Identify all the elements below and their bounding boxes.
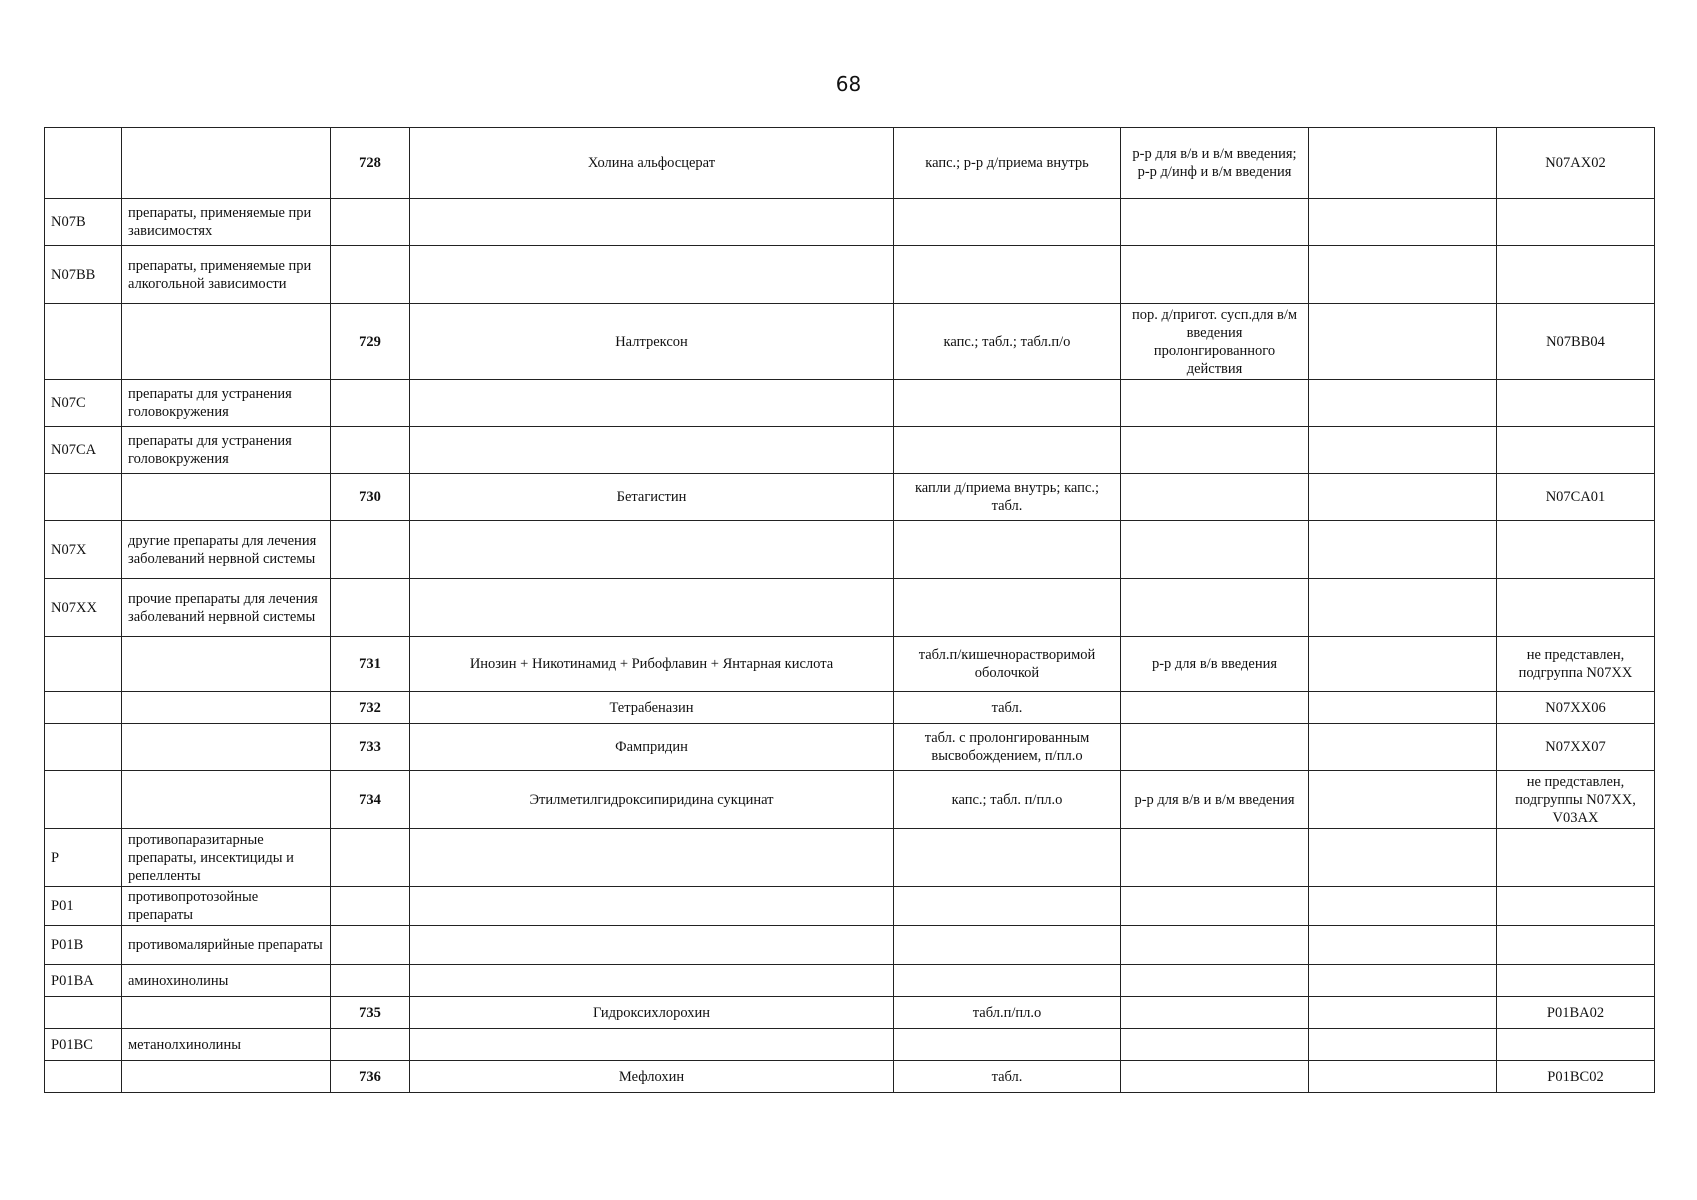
- table-row: [45, 1061, 1655, 1093]
- drug-name-cell: [410, 199, 894, 246]
- dosage-form-cell: [894, 887, 1121, 926]
- drug-name-cell: Фампридин: [410, 724, 894, 771]
- extra-cell: [1309, 926, 1497, 965]
- extra-cell: [1309, 965, 1497, 997]
- table-row: [45, 427, 1655, 474]
- table-row: [45, 521, 1655, 579]
- injection-form-cell: [1121, 997, 1309, 1029]
- atc-reference-cell: N07XX06: [1497, 692, 1655, 724]
- injection-form-cell: [1121, 246, 1309, 304]
- atc-reference-cell: [1497, 926, 1655, 965]
- table-row: [45, 724, 1655, 771]
- item-number-cell: [331, 887, 410, 926]
- extra-cell: [1309, 637, 1497, 692]
- extra-cell: [1309, 380, 1497, 427]
- injection-form-cell: [1121, 474, 1309, 521]
- injection-form-cell: [1121, 724, 1309, 771]
- dosage-form-cell: капс.; табл.; табл.п/о: [894, 304, 1121, 380]
- drug-name-cell: Гидроксихлорохин: [410, 997, 894, 1029]
- drug-name-cell: [410, 427, 894, 474]
- dosage-form-cell: табл.: [894, 692, 1121, 724]
- group-name-cell: [122, 474, 331, 521]
- drug-name-cell: [410, 887, 894, 926]
- atc-reference-cell: N07BB04: [1497, 304, 1655, 380]
- drug-name-cell: Бетагистин: [410, 474, 894, 521]
- item-number-cell: [331, 521, 410, 579]
- dosage-form-cell: [894, 579, 1121, 637]
- drug-name-cell: Этилметилгидроксипиридина сукцинат: [410, 771, 894, 829]
- atc-reference-cell: [1497, 427, 1655, 474]
- atc-reference-cell: N07CA01: [1497, 474, 1655, 521]
- group-name-cell: прочие препараты для лечения заболеваний нервной системы: [122, 579, 331, 637]
- group-name-cell: [122, 304, 331, 380]
- atc-reference-cell: P01BA02: [1497, 997, 1655, 1029]
- drug-name-cell: [410, 246, 894, 304]
- group-name-cell: [122, 637, 331, 692]
- drug-name-cell: Холина альфосцерат: [410, 128, 894, 199]
- table-row: [45, 637, 1655, 692]
- injection-form-cell: [1121, 380, 1309, 427]
- extra-cell: [1309, 724, 1497, 771]
- drug-name-cell: Инозин + Никотинамид + Рибофлавин + Янтарная кислота: [410, 637, 894, 692]
- extra-cell: [1309, 474, 1497, 521]
- extra-cell: [1309, 997, 1497, 1029]
- drug-name-cell: [410, 1029, 894, 1061]
- dosage-form-cell: [894, 926, 1121, 965]
- dosage-form-cell: капс.; табл. п/пл.о: [894, 771, 1121, 829]
- atc-code-cell: N07C: [45, 380, 122, 427]
- dosage-form-cell: [894, 246, 1121, 304]
- atc-code-cell: [45, 692, 122, 724]
- dosage-form-cell: [894, 199, 1121, 246]
- item-number-cell: 734: [331, 771, 410, 829]
- item-number-cell: 736: [331, 1061, 410, 1093]
- injection-form-cell: [1121, 926, 1309, 965]
- item-number-cell: 731: [331, 637, 410, 692]
- group-name-cell: [122, 771, 331, 829]
- item-number-cell: 732: [331, 692, 410, 724]
- table-row: [45, 771, 1655, 829]
- group-name-cell: противопаразитарные препараты, инсектициды и репелленты: [122, 829, 331, 887]
- atc-reference-cell: не представлен, подгруппы N07XX, V03AX: [1497, 771, 1655, 829]
- item-number-cell: 730: [331, 474, 410, 521]
- drug-table: [44, 127, 1655, 1093]
- extra-cell: [1309, 427, 1497, 474]
- extra-cell: [1309, 199, 1497, 246]
- extra-cell: [1309, 692, 1497, 724]
- atc-code-cell: [45, 304, 122, 380]
- group-name-cell: [122, 997, 331, 1029]
- item-number-cell: [331, 246, 410, 304]
- atc-reference-cell: [1497, 521, 1655, 579]
- atc-reference-cell: N07XX07: [1497, 724, 1655, 771]
- group-name-cell: препараты для устранения головокружения: [122, 427, 331, 474]
- item-number-cell: [331, 199, 410, 246]
- injection-form-cell: [1121, 427, 1309, 474]
- table-row: [45, 692, 1655, 724]
- drug-name-cell: [410, 380, 894, 427]
- injection-form-cell: [1121, 579, 1309, 637]
- dosage-form-cell: табл. с пролонгированным высвобождением, п/пл.о: [894, 724, 1121, 771]
- atc-code-cell: [45, 997, 122, 1029]
- atc-code-cell: [45, 771, 122, 829]
- injection-form-cell: р-р для в/в и в/м введения; р-р д/инф и в/м введения: [1121, 128, 1309, 199]
- table-row: [45, 304, 1655, 380]
- atc-code-cell: N07B: [45, 199, 122, 246]
- injection-form-cell: пор. д/пригот. сусп.для в/м введения пролонгированного действия: [1121, 304, 1309, 380]
- item-number-cell: [331, 926, 410, 965]
- item-number-cell: [331, 380, 410, 427]
- atc-code-cell: P01BA: [45, 965, 122, 997]
- group-name-cell: [122, 1061, 331, 1093]
- dosage-form-cell: [894, 521, 1121, 579]
- atc-code-cell: [45, 1061, 122, 1093]
- extra-cell: [1309, 1061, 1497, 1093]
- atc-code-cell: [45, 637, 122, 692]
- group-name-cell: противопротозойные препараты: [122, 887, 331, 926]
- group-name-cell: противомалярийные препараты: [122, 926, 331, 965]
- atc-reference-cell: [1497, 380, 1655, 427]
- atc-reference-cell: [1497, 965, 1655, 997]
- drug-name-cell: [410, 965, 894, 997]
- group-name-cell: другие препараты для лечения заболеваний нервной системы: [122, 521, 331, 579]
- dosage-form-cell: [894, 965, 1121, 997]
- atc-code-cell: P01BC: [45, 1029, 122, 1061]
- atc-reference-cell: [1497, 199, 1655, 246]
- injection-form-cell: р-р для в/в и в/м введения: [1121, 771, 1309, 829]
- item-number-cell: 729: [331, 304, 410, 380]
- atc-code-cell: N07BB: [45, 246, 122, 304]
- extra-cell: [1309, 246, 1497, 304]
- injection-form-cell: [1121, 692, 1309, 724]
- table-row: [45, 246, 1655, 304]
- group-name-cell: метанолхинолины: [122, 1029, 331, 1061]
- injection-form-cell: р-р для в/в введения: [1121, 637, 1309, 692]
- item-number-cell: [331, 1029, 410, 1061]
- dosage-form-cell: табл.п/пл.о: [894, 997, 1121, 1029]
- injection-form-cell: [1121, 199, 1309, 246]
- table-row: [45, 128, 1655, 199]
- item-number-cell: 735: [331, 997, 410, 1029]
- table-row: [45, 199, 1655, 246]
- extra-cell: [1309, 304, 1497, 380]
- atc-reference-cell: P01BC02: [1497, 1061, 1655, 1093]
- dosage-form-cell: [894, 427, 1121, 474]
- table-row: [45, 829, 1655, 887]
- atc-code-cell: [45, 474, 122, 521]
- atc-reference-cell: N07AX02: [1497, 128, 1655, 199]
- dosage-form-cell: табл.п/кишечнорастворимой оболочкой: [894, 637, 1121, 692]
- item-number-cell: [331, 427, 410, 474]
- group-name-cell: препараты, применяемые при алкогольной зависимости: [122, 246, 331, 304]
- group-name-cell: препараты, применяемые при зависимостях: [122, 199, 331, 246]
- table-row: [45, 926, 1655, 965]
- atc-code-cell: P01: [45, 887, 122, 926]
- table-row: [45, 1029, 1655, 1061]
- table-row: [45, 965, 1655, 997]
- dosage-form-cell: табл.: [894, 1061, 1121, 1093]
- drug-name-cell: Налтрексон: [410, 304, 894, 380]
- dosage-form-cell: [894, 380, 1121, 427]
- item-number-cell: [331, 829, 410, 887]
- drug-name-cell: [410, 521, 894, 579]
- atc-code-cell: P01B: [45, 926, 122, 965]
- group-name-cell: [122, 724, 331, 771]
- atc-reference-cell: [1497, 579, 1655, 637]
- group-name-cell: [122, 692, 331, 724]
- dosage-form-cell: капли д/приема внутрь; капс.; табл.: [894, 474, 1121, 521]
- item-number-cell: [331, 579, 410, 637]
- extra-cell: [1309, 771, 1497, 829]
- table-row: [45, 997, 1655, 1029]
- atc-reference-cell: [1497, 246, 1655, 304]
- group-name-cell: препараты для устранения головокружения: [122, 380, 331, 427]
- atc-code-cell: [45, 128, 122, 199]
- atc-code-cell: P: [45, 829, 122, 887]
- item-number-cell: 728: [331, 128, 410, 199]
- atc-reference-cell: [1497, 829, 1655, 887]
- drug-name-cell: Тетрабеназин: [410, 692, 894, 724]
- injection-form-cell: [1121, 965, 1309, 997]
- table-row: [45, 579, 1655, 637]
- injection-form-cell: [1121, 887, 1309, 926]
- atc-code-cell: [45, 724, 122, 771]
- atc-code-cell: N07XX: [45, 579, 122, 637]
- atc-reference-cell: не представлен, подгруппа N07XX: [1497, 637, 1655, 692]
- atc-code-cell: N07X: [45, 521, 122, 579]
- drug-name-cell: [410, 926, 894, 965]
- drug-name-cell: [410, 579, 894, 637]
- dosage-form-cell: [894, 829, 1121, 887]
- injection-form-cell: [1121, 521, 1309, 579]
- extra-cell: [1309, 521, 1497, 579]
- dosage-form-cell: капс.; р-р д/приема внутрь: [894, 128, 1121, 199]
- group-name-cell: аминохинолины: [122, 965, 331, 997]
- item-number-cell: 733: [331, 724, 410, 771]
- drug-name-cell: [410, 829, 894, 887]
- injection-form-cell: [1121, 829, 1309, 887]
- table-body: [45, 128, 1655, 1093]
- atc-reference-cell: [1497, 1029, 1655, 1061]
- extra-cell: [1309, 128, 1497, 199]
- table-row: [45, 887, 1655, 926]
- extra-cell: [1309, 579, 1497, 637]
- injection-form-cell: [1121, 1061, 1309, 1093]
- dosage-form-cell: [894, 1029, 1121, 1061]
- atc-code-cell: N07CA: [45, 427, 122, 474]
- drug-name-cell: Мефлохин: [410, 1061, 894, 1093]
- extra-cell: [1309, 887, 1497, 926]
- group-name-cell: [122, 128, 331, 199]
- atc-reference-cell: [1497, 887, 1655, 926]
- table-row: [45, 380, 1655, 427]
- page-number: 68: [835, 72, 862, 96]
- extra-cell: [1309, 829, 1497, 887]
- table-row: [45, 474, 1655, 521]
- extra-cell: [1309, 1029, 1497, 1061]
- injection-form-cell: [1121, 1029, 1309, 1061]
- item-number-cell: [331, 965, 410, 997]
